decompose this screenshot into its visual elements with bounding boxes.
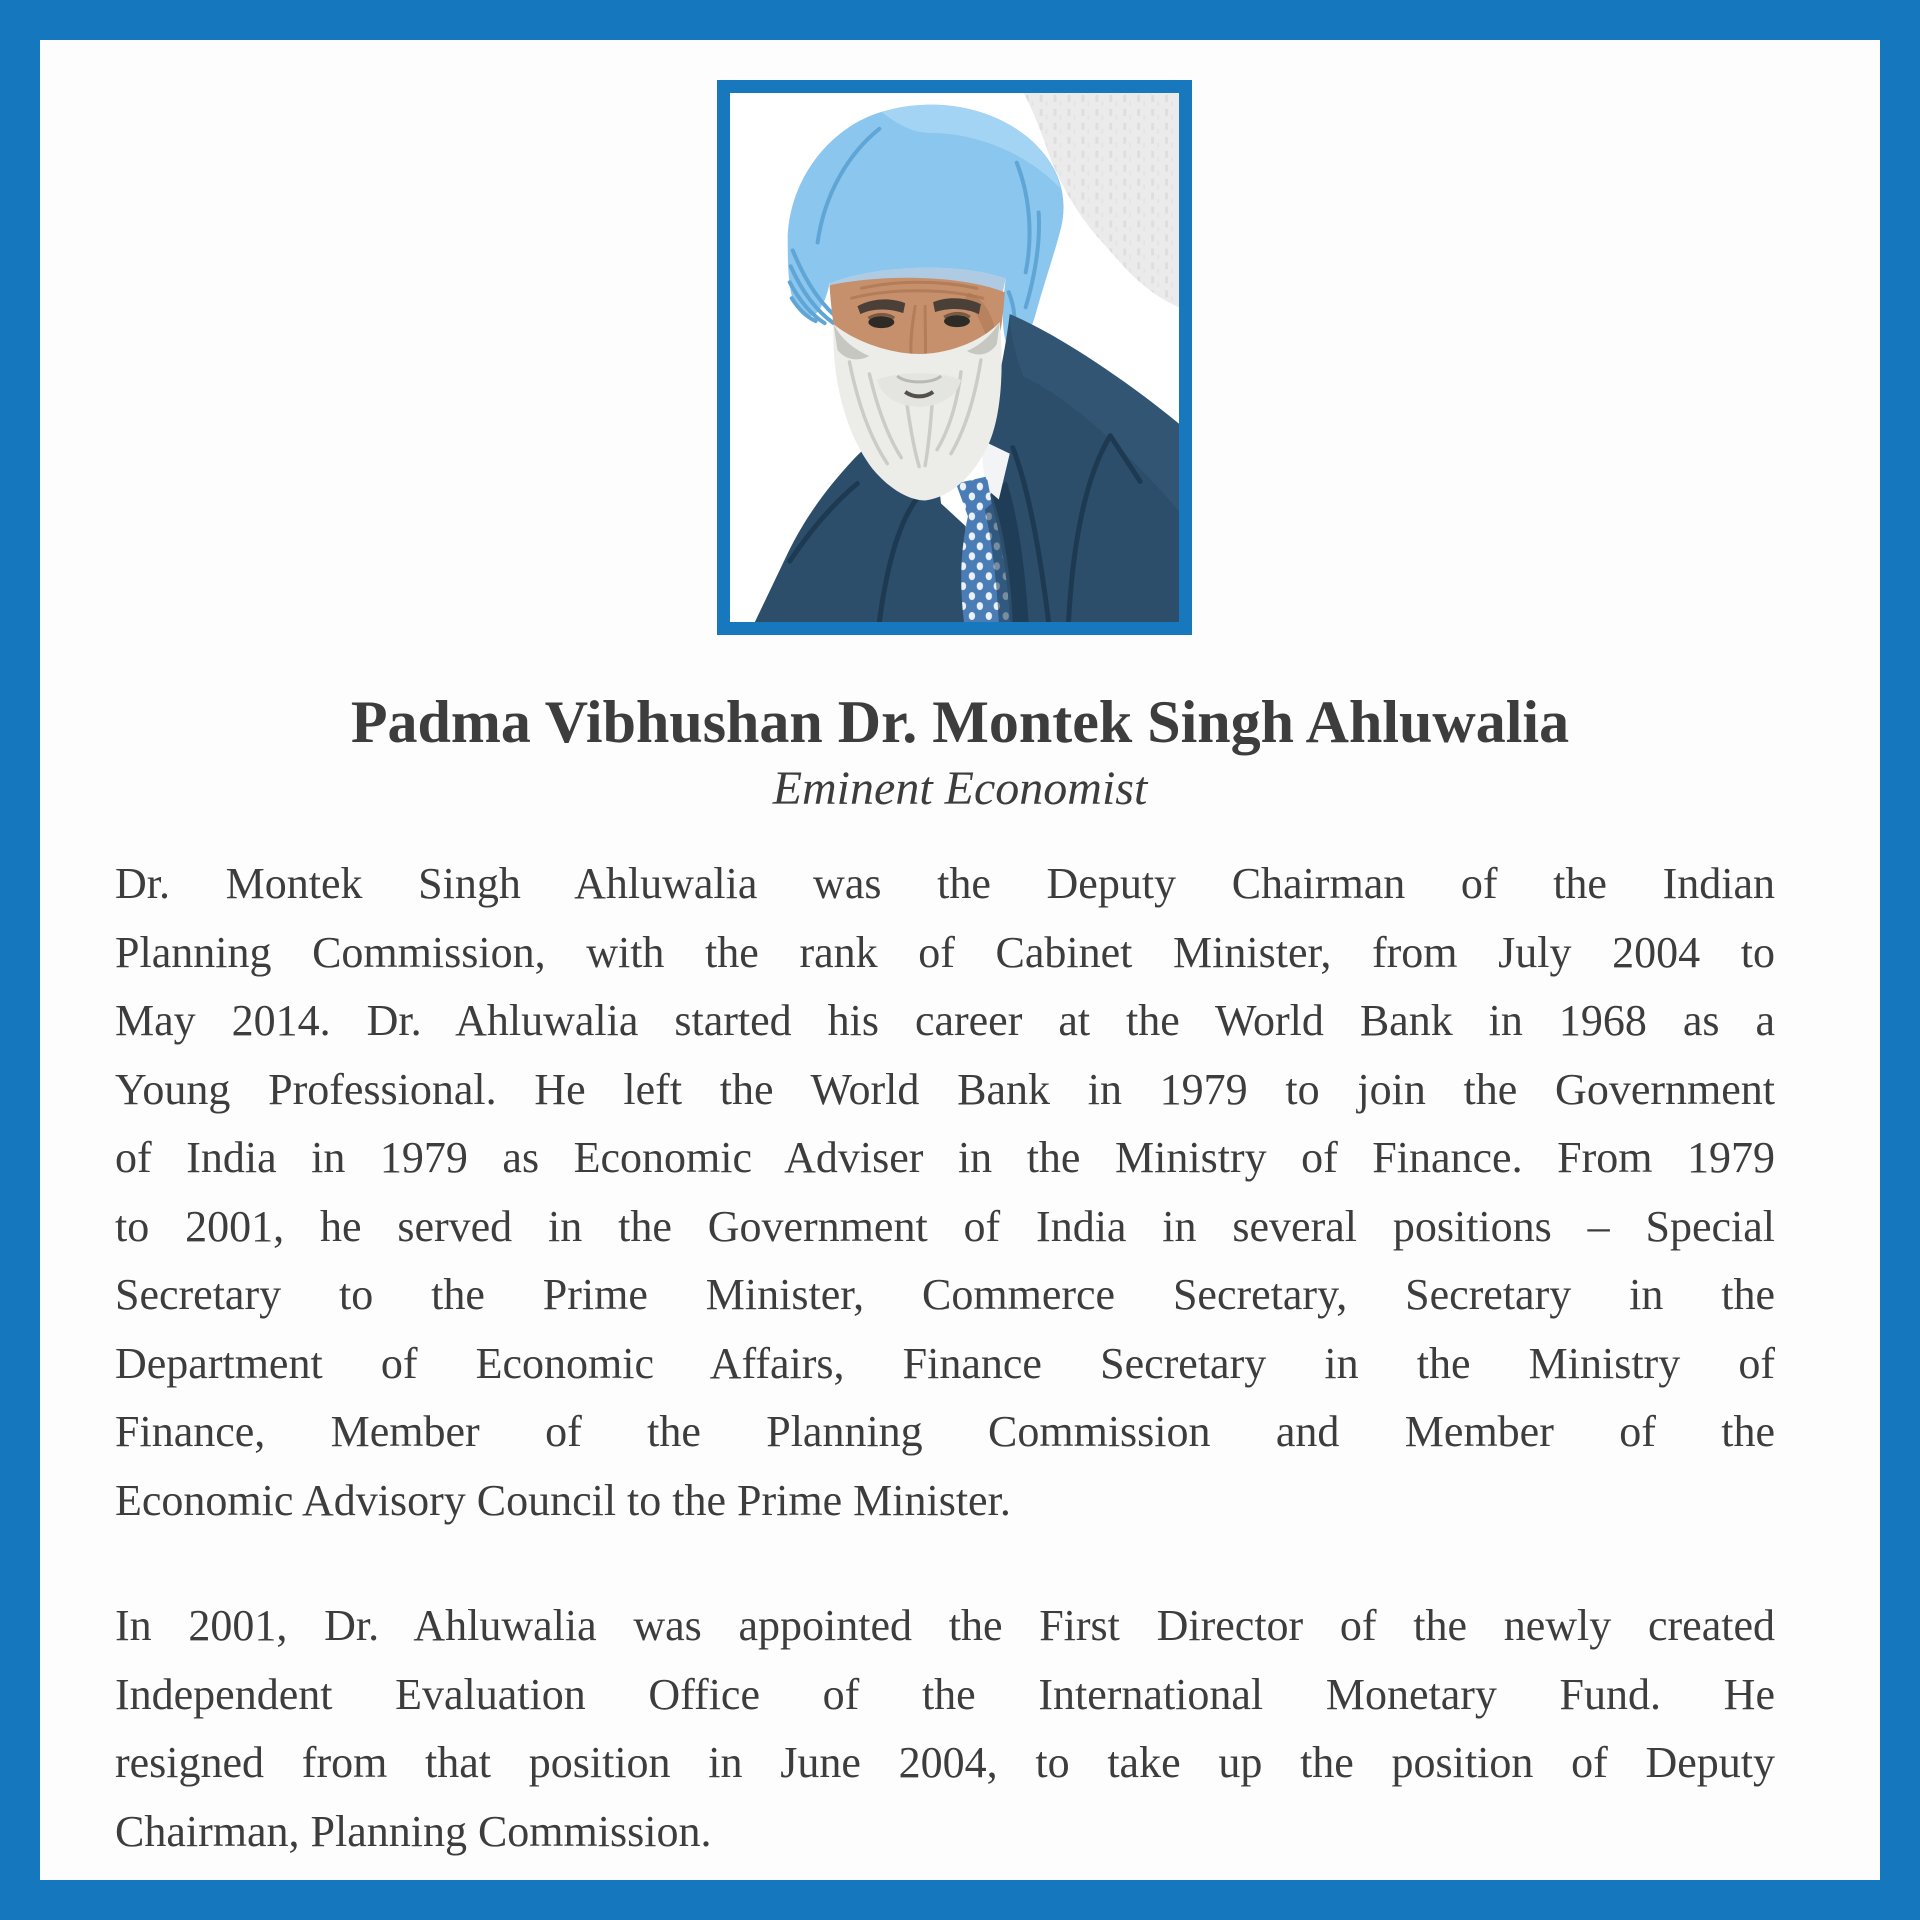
portrait-photo — [730, 93, 1179, 622]
text-line: to 2001, he served in the Government of India in several positions – Special — [115, 1201, 1775, 1251]
text-line: May 2014. Dr. Ahluwalia started his career at the World Bank in 1968 as a — [115, 996, 1775, 1045]
photo-frame — [717, 80, 1192, 635]
text-line: Dr. Montek Singh Ahluwalia was the Deputy Chairman of the Indian — [115, 859, 1775, 908]
page-subtitle: Eminent Economist — [772, 762, 1148, 815]
text-line: of India in 1979 as Economic Adviser in the Ministry of Finance. From 1979 — [115, 1133, 1775, 1182]
text-line: Finance, Member of the Planning Commission and Member of the — [115, 1407, 1775, 1456]
paragraph — [115, 1592, 1775, 1866]
text-line: In 2001, Dr. Ahluwalia was appointed the First Director of the newly created — [115, 1601, 1775, 1650]
paragraph — [115, 850, 1775, 1535]
biography-text — [115, 850, 1775, 1866]
page-title: Padma Vibhushan Dr. Montek Singh Ahluwalia — [350, 689, 1570, 755]
text-line: Chairman, Planning Commission. — [115, 1806, 712, 1856]
text-line: Secretary to the Prime Minister, Commerce Secretary, Secretary in the — [115, 1270, 1775, 1319]
text-line: Department of Economic Affairs, Finance Secretary in the Ministry of — [115, 1338, 1775, 1388]
text-line: Young Professional. He left the World Bank in 1979 to join the Government — [115, 1064, 1775, 1114]
text-line: Economic Advisory Council to the Prime Minister. — [115, 1475, 1011, 1525]
text-line: resigned from that position in June 2004, to take up the position of Deputy — [115, 1738, 1775, 1787]
text-line: Independent Evaluation Office of the International Monetary Fund. He — [115, 1669, 1775, 1719]
text-line: Planning Commission, with the rank of Cabinet Minister, from July 2004 to — [115, 927, 1775, 977]
